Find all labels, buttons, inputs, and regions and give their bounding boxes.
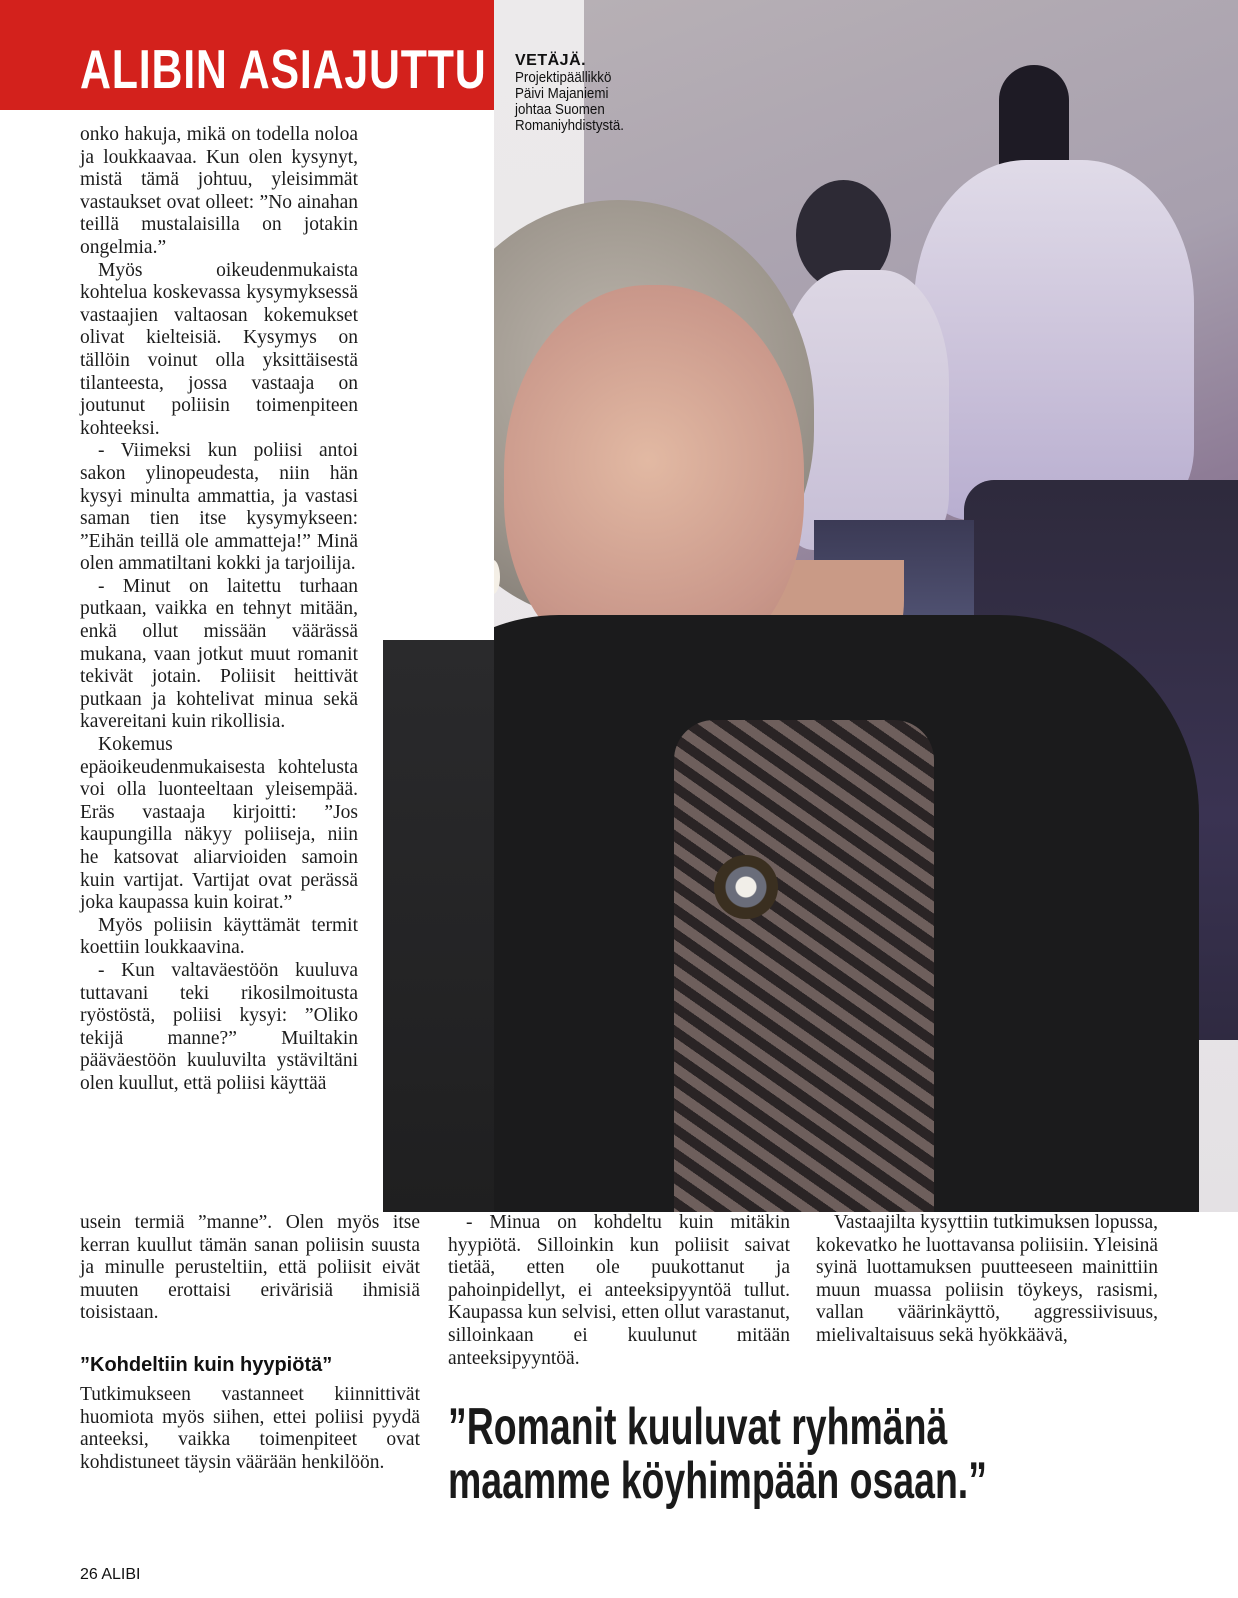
article-column-left-subsection xyxy=(80,1384,420,1474)
brooch xyxy=(714,855,778,919)
paragraph: onko hakuja, mikä on todella noloa ja loukkaavaa. Kun olen kysynyt, mistä tämä johtuu, yleisimmät vastaukset ovat olleet: ”No ainahan teillä mustalaisilla on jotakin ongelmia.” xyxy=(80,124,358,258)
person-shirt xyxy=(674,720,934,1212)
article-column-right xyxy=(816,1212,1158,1348)
portrait-photo xyxy=(494,0,1238,1212)
photo-caption xyxy=(515,52,675,134)
photo-lower-left xyxy=(383,640,494,1212)
paragraph: usein termiä ”manne”. Olen myös itse kerran kuullut tämän sanan poliisin suusta ja minulle perusteltiin, että poliisit eivät muuten erottaisi erivärisiä ihmisiä toisistaan. xyxy=(80,1212,420,1324)
paragraph: - Minua on kohdeltu kuin mitäkin hyypiötä. Silloinkin kun poliisit saivat tietää, etten ole puukottanut ja pahoinpidellyt, ei anteeksipyyntöä tullut. Kaupassa kun selvisi, etten ollut varastanut, silloinkaan ei kuulunut mitään anteeksipyyntöä. xyxy=(448,1212,790,1369)
caption-line: Päivi Majaniemi xyxy=(515,86,609,102)
subheading: ”Kohdeltiin kuin hyypiötä” xyxy=(80,1354,333,1376)
paragraph: Myös oikeudenmukaista kohtelua koskevassa kysymyksessä vastaajien valtaosan kokemukset olivat kielteisiä. Kysymys on tällöin voinut olla yksittäisestä tilanteesta, jossa vastaaja on joutunut poliisin toimenpiteen kohteeksi. xyxy=(80,259,358,439)
paragraph: Myös poliisin käyttämät termit koettiin loukkaavina. xyxy=(80,914,358,959)
caption-title: VETÄJÄ. xyxy=(515,52,587,69)
paragraph: - Viimeksi kun poliisi antoi sakon ylinopeudesta, niin hän kysyi minulta ammattia, ja vastasi saman tien itse kysymykseen: ”Eihän teillä ole ammatteja!” Minä olen ammatiltani kokki ja tarjoilija. xyxy=(80,440,358,575)
paragraph: - Kun valtaväestöön kuuluva tuttavani teki rikosilmoitusta ryöstöstä, poliisi kysyi: ”Oliko tekijä manne?” Muiltakin pääväestöön kuuluvilta ystäviltäni olen kuullut, että poliisi käyttää xyxy=(80,959,358,1094)
pull-quote xyxy=(448,1400,995,1508)
article-column-middle xyxy=(448,1212,790,1370)
caption-line: Projektipäällikkö xyxy=(515,70,612,86)
paragraph: Kokemus epäoikeudenmukaisesta kohtelusta voi olla luonteeltaan yleisempää. Eräs vastaaja kirjoitti: ”Jos kaupungilla näkyy poliiseja, niin he katsovat aliarvioiden samoin kuin vartijat. Vartijat ovat perässä joka kaupassa kuin koirat.” xyxy=(80,734,358,914)
pull-quote-line: maamme köyhimpään osaan.” xyxy=(448,1452,987,1510)
article-column-left xyxy=(80,124,358,1096)
paragraph: - Minut on laitettu turhaan putkaan, vaikka en tehnyt mitään, enkä ollut missään väärässä mukana, vaan jotkut muut romanit tekivät jotain. Poliisit heittivät putkaan ja kohtelivat minua sekä kavereitani kuin rikollisia. xyxy=(80,575,358,733)
paragraph: Vastaajilta kysyttiin tutkimuksen lopussa, kokevatko he luottavansa poliisiin. Yleisinä syinä luottamuksen puutteeseen mainittiin muun muassa poliisin töykeys, rasismi, vallan väärinkäyttö, aggressiivisuus, mielivaltaisuus sekä hyökkäävä, xyxy=(816,1212,1158,1346)
caption-line: Romaniyhdistystä. xyxy=(515,118,624,134)
section-title: ALIBIN ASIAJUTTU xyxy=(80,38,487,100)
caption-line: johtaa Suomen xyxy=(515,102,605,118)
article-column-left-continued xyxy=(80,1212,420,1325)
paragraph: Tutkimukseen vastanneet kiinnittivät huomiota myös siihen, ettei poliisi pyydä anteeksi, vaikka toimenpiteet ovat kohdistuneet täysin väärään henkilöön. xyxy=(80,1384,420,1473)
pull-quote-line: ”Romanit kuuluvat ryhmänä xyxy=(448,1398,948,1456)
page-number: 26 ALIBI xyxy=(80,1566,141,1583)
